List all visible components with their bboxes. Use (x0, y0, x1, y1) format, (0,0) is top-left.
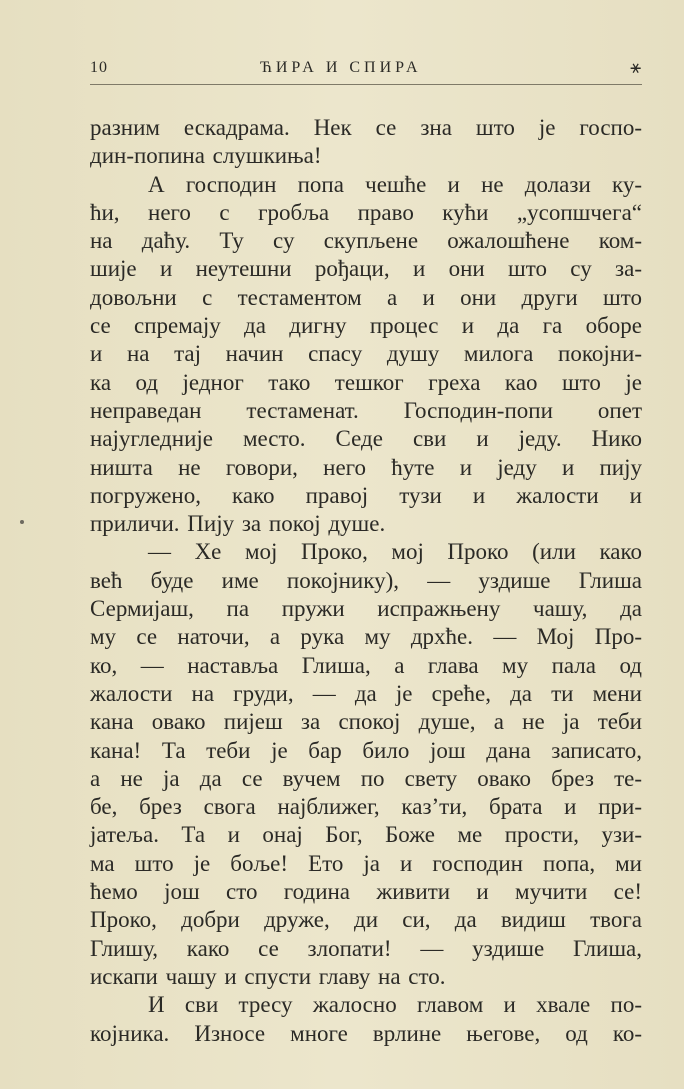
text-line: кана! Та теби је бар било још дана записато, (90, 737, 642, 763)
text-line: ка од једног тако тешког греха као што је (90, 369, 642, 395)
text-line: ћи, него с гробља право кући „усопшчега“ (90, 199, 642, 225)
page-number: 10 (90, 59, 108, 76)
text-line: И сви тресу жалосно главом и хвале по- (148, 992, 642, 1018)
text-line: жалости на груди, — да је среће, да ти мени (90, 680, 642, 706)
text-line: најугледније место. Седе сви и једу. Нико (90, 426, 642, 452)
text-line: и на тај начин спасу душу милога покојни- (90, 341, 642, 367)
body-text (90, 114, 642, 1048)
text-line: се спремају да дигну процес и да га оборе (90, 313, 642, 339)
page-header (90, 57, 642, 81)
text-line: већ буде име покојнику), — уздише Глиша (90, 567, 642, 593)
text-line: — Хе мој Проко, мој Проко (или како (148, 539, 642, 565)
text-line: ћемо још сто година живити и мучити се! (90, 879, 642, 905)
text-line: јатеља. Та и онај Бог, Боже ме прости, узи- (90, 822, 642, 848)
text-line: приличи. Пију за покој душе. (90, 511, 386, 537)
text-line: на даћу. Ту су скупљене ожалошћене ком- (90, 228, 642, 254)
text-line: бе, брез свога најближег, каз’ти, брата и при- (90, 794, 642, 820)
text-line: Глишу, како се злопати! — уздише Глиша, (90, 935, 642, 961)
margin-dot (20, 520, 24, 524)
asterisk-ornament-icon: ⚹ (630, 57, 642, 77)
text-line: погружено, како правој тузи и жалости и (90, 482, 642, 508)
text-line: А господин попа чешће и не долази ку- (148, 171, 642, 197)
text-line: којника. Износе многе врлине његове, од ко- (90, 1020, 642, 1046)
text-line: кана овако пијеш за спокој душе, а не ја теби (90, 709, 642, 735)
running-title: ЋИРА И СПИРА (260, 59, 422, 76)
text-line: шије и неутешни рођаци, и они што су за- (90, 256, 642, 282)
text-line: неправедан тестаменат. Господин-попи опет (90, 397, 642, 423)
text-line: ма што је боље! Ето ја и господин попа, ми (90, 850, 642, 876)
text-line: а не ја да се вучем по свету овако брез те- (90, 765, 642, 791)
text-line: дин-попина слушкиња! (90, 143, 322, 169)
text-line: Проко, добри друже, ди си, да видиш твога (90, 907, 642, 933)
text-line: искапи чашу и спусти главу на сто. (90, 963, 446, 989)
text-line: ко, — наставља Глиша, а глава му пала од (90, 652, 642, 678)
text-line: довољни с тестаментом а и они други што (90, 284, 642, 310)
text-line: разним ескадрама. Нек се зна што је госпо- (90, 115, 642, 140)
text-line: му се наточи, а рука му дрхће. — Мој Про- (90, 624, 642, 650)
text-line: ништа не говори, него ћуте и једу и пију (90, 454, 642, 480)
header-rule (90, 84, 642, 85)
text-line: Сермијаш, па пружи испражњену чашу, да (90, 596, 642, 622)
